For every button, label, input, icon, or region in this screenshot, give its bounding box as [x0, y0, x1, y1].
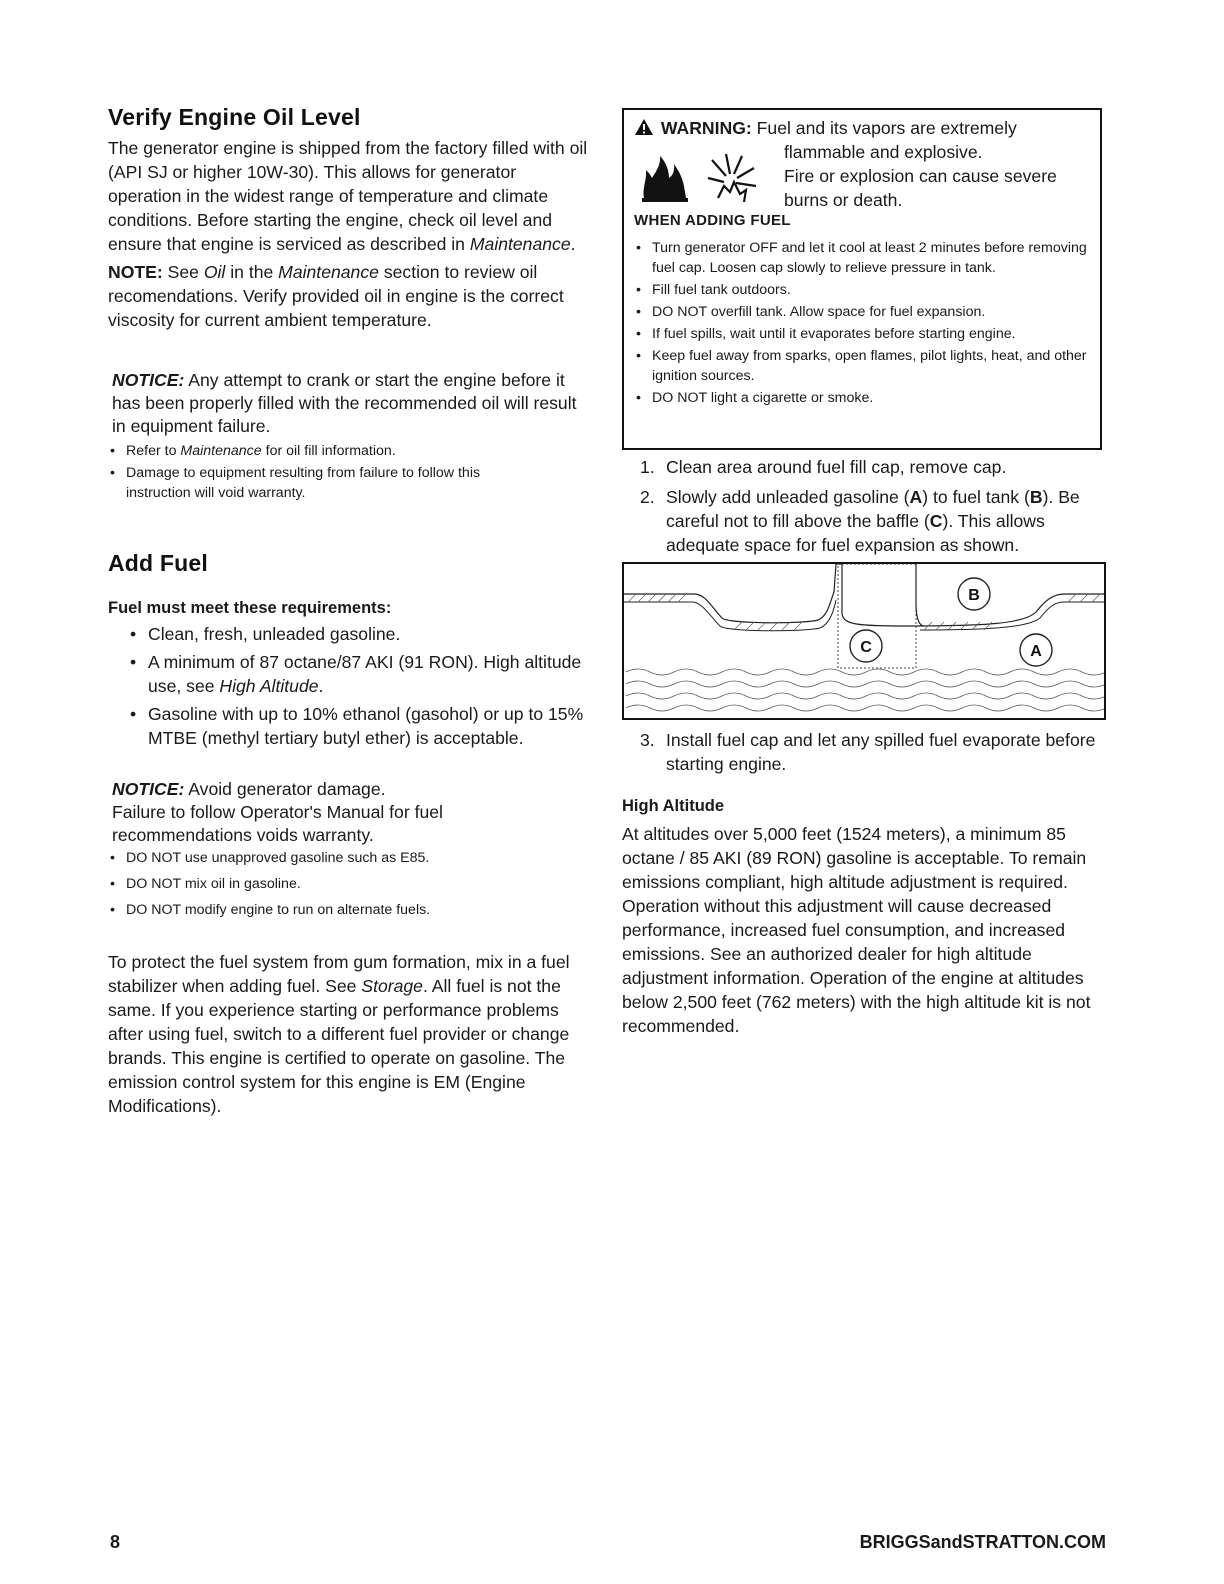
list-item: • DO NOT light a cigarette or smoke. — [634, 388, 1094, 408]
callout-a — [1020, 634, 1052, 666]
section-heading-add-fuel: Add Fuel — [108, 550, 208, 576]
list-item: • DO NOT overfill tank. Allow space for fuel expansion. — [634, 302, 1094, 322]
list-item: • Keep fuel away from sparks, open flames, pilot lights, heat, and other ignition sources. — [634, 346, 1094, 386]
step-2: 2. Slowly add unleaded gasoline (A) to fuel tank (B). Be careful not to fill above the baffle (C). This allows adequate space for fuel expansion as shown. — [640, 487, 1080, 555]
step-3: 3. Install fuel cap and let any spilled fuel evaporate before starting engine. — [640, 730, 1096, 774]
callout-c — [850, 630, 882, 662]
warning-label: WARNING: — [660, 118, 752, 138]
list-item: • Refer to Maintenance for oil fill information. — [108, 441, 548, 461]
oil-notice-bullets — [108, 441, 548, 505]
warning-triangle-icon — [634, 118, 654, 136]
notice-label: NOTICE: — [112, 779, 185, 799]
list-item: • DO NOT use unapproved gasoline such as E85. — [108, 848, 548, 868]
oil-note-paragraph: NOTE: See Oil in the Maintenance section to review oil recomendations. Verify provided oil in engine is the correct viscosity for current ambient temperature. — [108, 262, 564, 330]
fuel-tank-figure — [622, 562, 1106, 720]
fuel-steps-1-2 — [622, 455, 1106, 563]
step-1: 1. Clean area around fuel fill cap, remove cap. — [640, 457, 1007, 477]
svg-text:A: A — [1030, 643, 1042, 660]
oil-intro-paragraph: The generator engine is shipped from the factory filled with oil (API SJ or higher 10W-30). This allows for generator operation in the widest range of temperature and climate conditions. Before starting the engine, check oil level and ensure that engine is serviced as described in Maintenance. — [108, 138, 588, 254]
list-item: • Fill fuel tank outdoors. — [634, 280, 1094, 300]
fire-icon — [642, 156, 688, 202]
when-adding-fuel-heading: WHEN ADDING FUEL — [634, 212, 791, 229]
fuel-requirements-list — [108, 622, 590, 754]
fuel-tank-illustration — [624, 564, 1104, 718]
fuel-requirements-heading: Fuel must meet these requirements: — [108, 599, 392, 617]
list-item: • DO NOT mix oil in gasoline. — [108, 874, 548, 894]
svg-text:C: C — [860, 639, 872, 656]
notice-label: NOTICE: — [112, 370, 185, 390]
warning-box — [622, 108, 1102, 450]
high-altitude-paragraph: At altitudes over 5,000 feet (1524 meters), a minimum 85 octane / 85 AKI (89 RON) gasoline is acceptable. To remain emissions compliant, high altitude adjustment is required. Operation without this adjustment will cause decreased performance, increased fuel consumption, and increased emissions. See an authorized dealer for high altitude adjustment information. Operation of the engine at altitudes below 2,500 feet (762 meters) with the high altitude kit is not recommended. — [622, 824, 1091, 1036]
svg-text:B: B — [968, 587, 980, 604]
warning-consequence: flammable and explosive. Fire or explosion can cause severe burns or death. — [784, 142, 1057, 210]
fuel-notice: NOTICE: Avoid generator damage. Failure to follow Operator's Manual for fuel recommendations voids warranty. — [112, 779, 443, 845]
fire-explosion-icons — [638, 146, 768, 206]
callout-b — [958, 578, 990, 610]
page-number: 8 — [110, 1532, 121, 1552]
list-item: • Clean, fresh, unleaded gasoline. — [108, 622, 590, 646]
list-item: • DO NOT modify engine to run on alternate fuels. — [108, 900, 548, 920]
fuel-stabilizer-paragraph: To protect the fuel system from gum formation, mix in a fuel stabilizer when adding fuel. See Storage. All fuel is not the same. If you experience starting or performance problems after using fuel, switch to a different fuel provider or change brands. This engine is certified to operate on gasoline. The emission control system for this engine is EM (Engine Modifications). — [108, 952, 570, 1116]
explosion-icon — [708, 154, 756, 202]
warning-bullets — [634, 238, 1094, 410]
high-altitude-heading: High Altitude — [622, 797, 725, 815]
website-url: BRIGGSandSTRATTON.COM — [859, 1532, 1106, 1552]
list-item: • If fuel spills, wait until it evaporates before starting engine. — [634, 324, 1094, 344]
section-heading-verify-oil: Verify Engine Oil Level — [108, 104, 361, 130]
list-item: • Gasoline with up to 10% ethanol (gasohol) or up to 15% MTBE (methyl tertiary butyl ether) is acceptable. — [108, 702, 590, 750]
list-item: • Turn generator OFF and let it cool at least 2 minutes before removing fuel cap. Loosen cap slowly to relieve pressure in tank. — [634, 238, 1094, 278]
fuel-step-3 — [622, 728, 1106, 782]
list-item: • Damage to equipment resulting from failure to follow this instruction will void warranty. — [108, 463, 548, 503]
fuel-notice-bullets — [108, 848, 548, 922]
list-item: • A minimum of 87 octane/87 AKI (91 RON). High altitude use, see High Altitude. — [108, 650, 590, 698]
oil-notice: NOTICE: Any attempt to crank or start the engine before it has been properly filled with the recommended oil will result in equipment failure. — [112, 370, 577, 436]
note-label: NOTE: — [108, 262, 163, 282]
warning-headline: WARNING: Fuel and its vapors are extremely — [634, 116, 1094, 140]
